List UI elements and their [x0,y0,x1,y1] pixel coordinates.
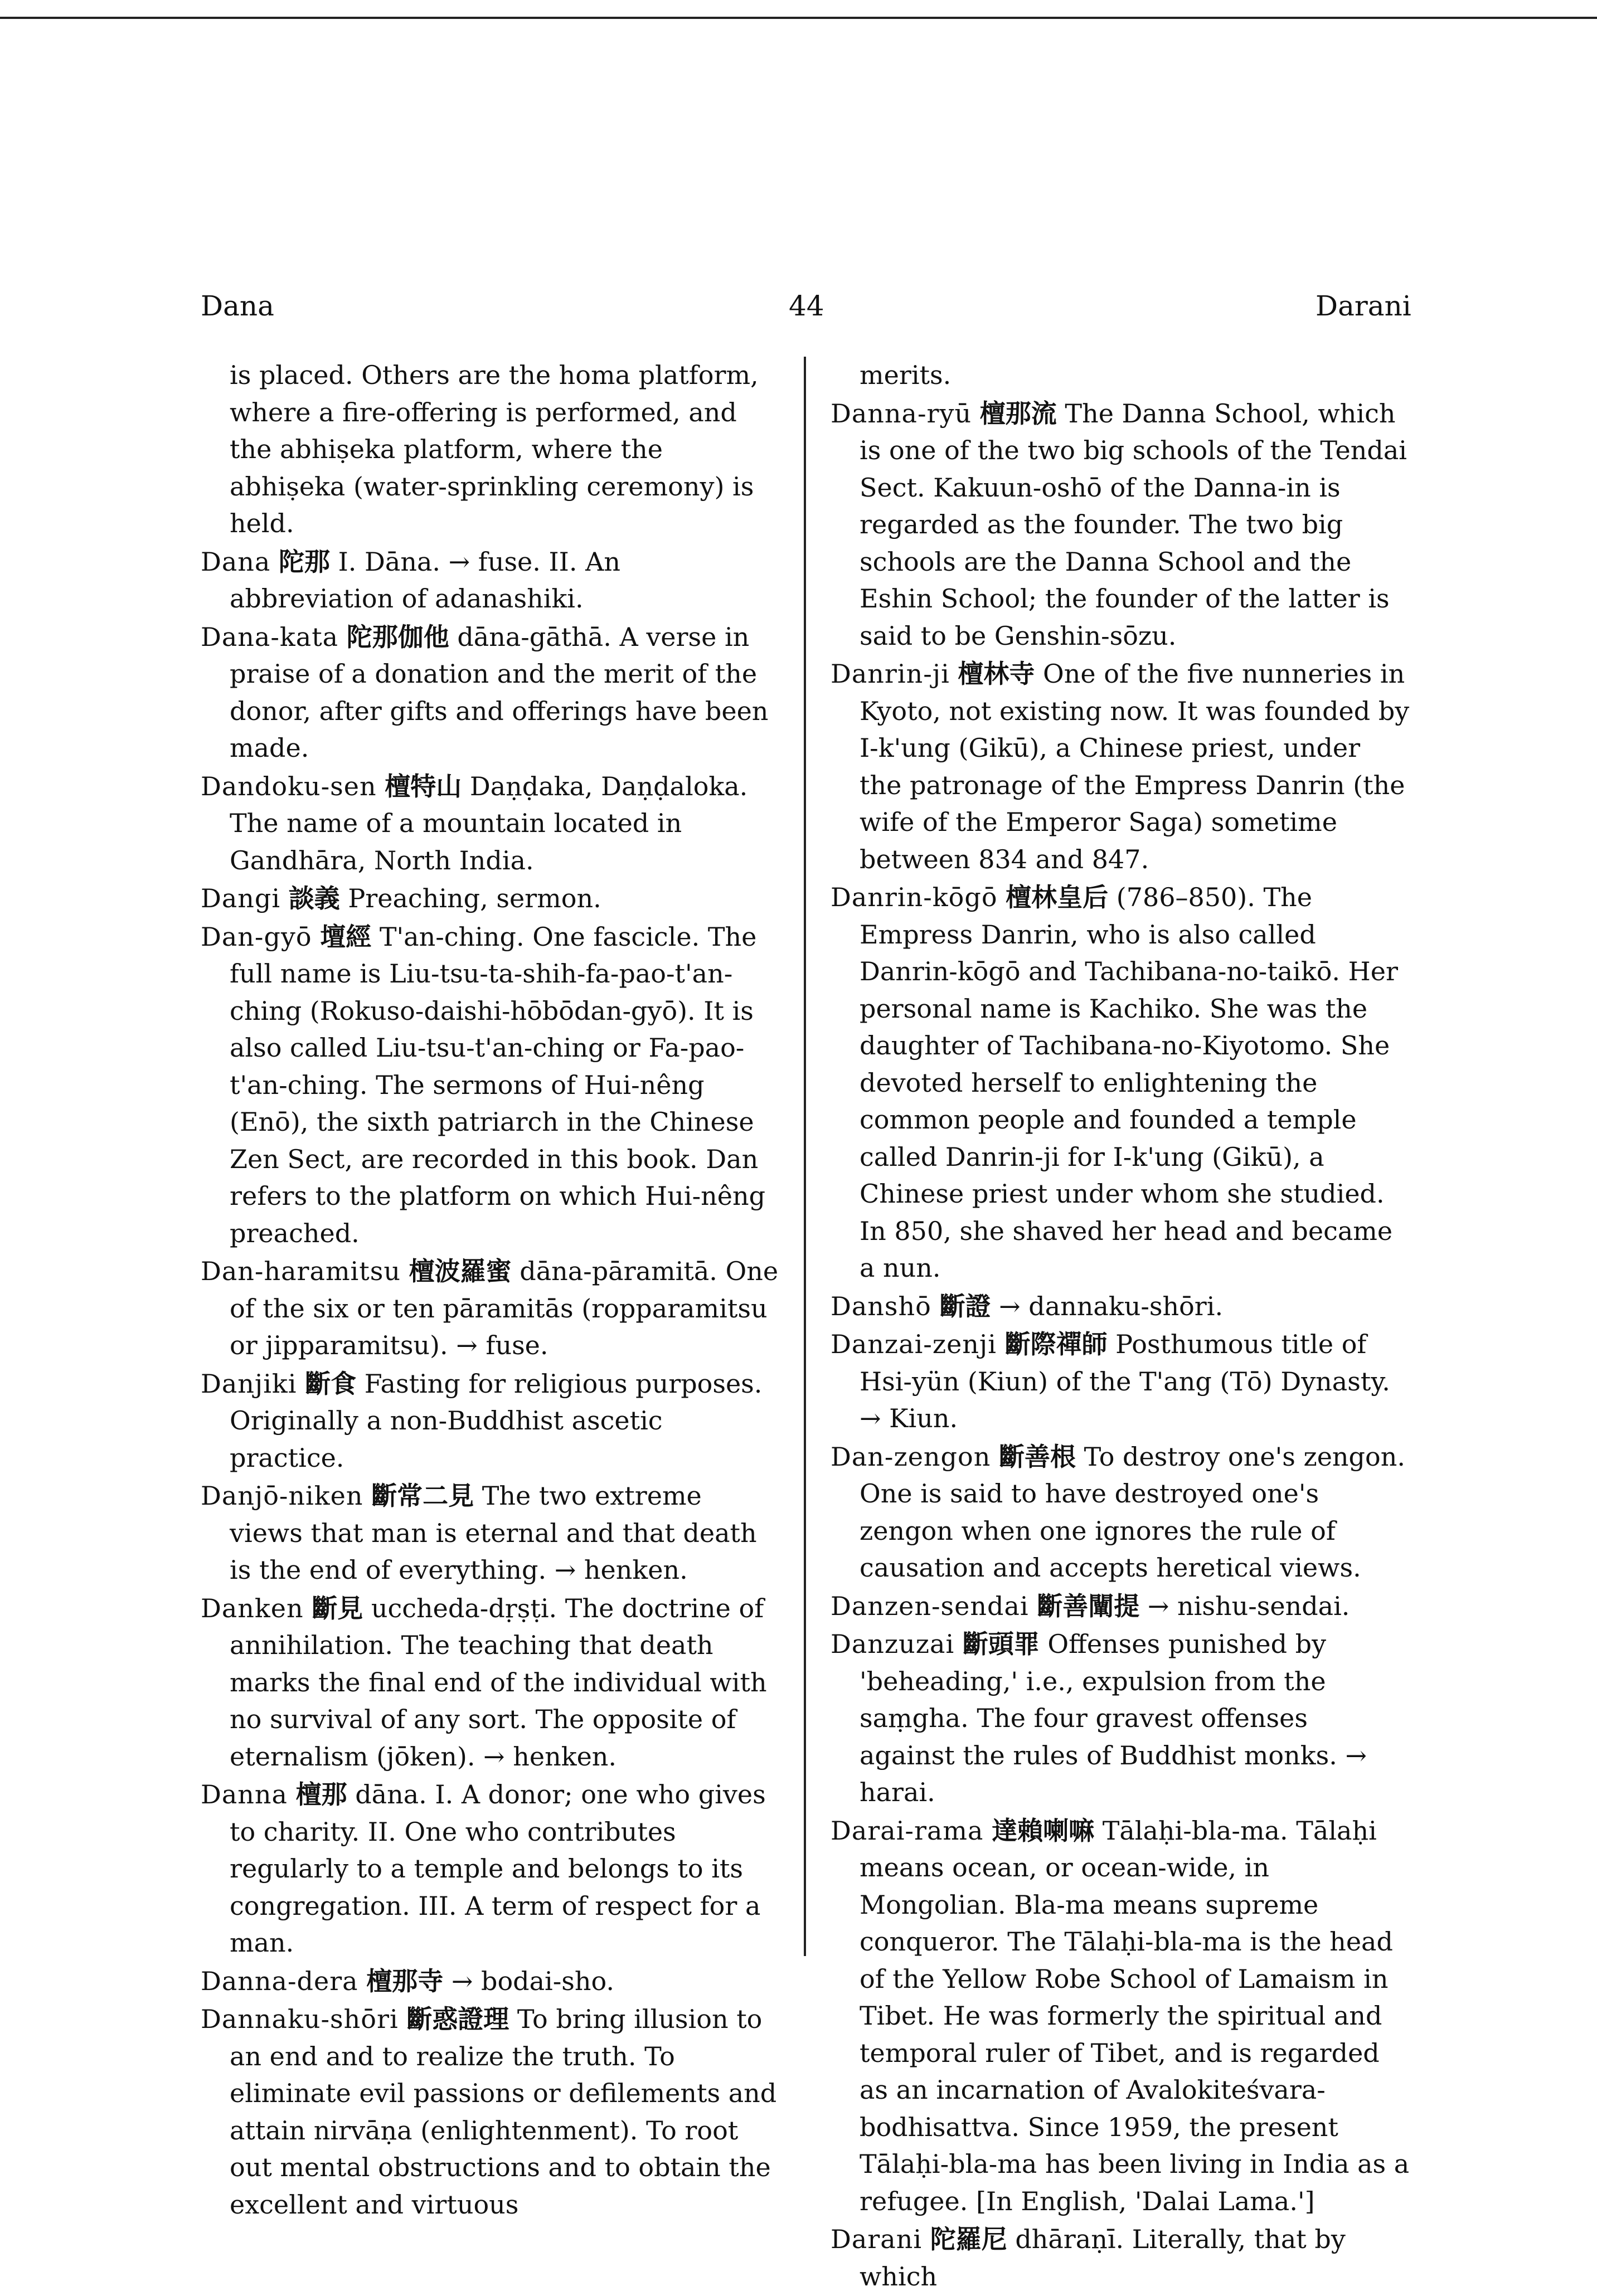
entry-kanji: 檀那 [295,1779,347,1809]
entry-headword: Darai-rama [831,1815,984,1846]
entry-headword: Dana [201,546,271,577]
entry-definition: → nishu-sendai. [1147,1590,1350,1621]
entry-definition: Fasting for religious purposes. Originally a non-Buddhist ascetic practice. [230,1368,763,1473]
entry-definition: (786–850). The Empress Danrin, who is also called Danrin-kōgō and Tachibana-no-taikō. Her personal name is Kachiko. She was the daughter of Tachibana-no-Kiyotomo. She devoted herself to enlightening the common people and founded a temple called Danrin-ji for I-k'ung (Gikū), a Chinese priest under whom she studied. In 850, she shaved her head and became a nun. [860,882,1398,1283]
entry-kanji: 談義 [288,883,340,913]
entry-definition: uccheda-dṛṣṭi. The doctrine of annihilation. The teaching that death marks the final end of the individual with no survival of any sort. The opposite of eternalism (jōken). → henken. [230,1593,767,1772]
entry-kanji: 檀林寺 [958,659,1035,689]
entry-kanji: 陀羅尼 [930,2224,1007,2254]
dictionary-entry [831,1288,1410,1325]
entry-definition: dhāraṇī. Literally, that by which [860,2224,1346,2292]
entry-headword: Danken [201,1593,304,1623]
entry-headword: Dandoku-sen [201,771,377,801]
dictionary-entry [201,918,780,1252]
top-rule [0,17,1597,19]
dictionary-entry [831,1812,1410,2220]
entry-kanji: 檀那流 [979,398,1057,429]
entry-headword: Danrin-ji [831,659,950,689]
dictionary-entry [831,1326,1410,1437]
entry-headword: Danrin-kōgō [831,882,998,912]
entry-definition: Daṇḍaka, Daṇḍaloka. The name of a mountain located in Gandhāra, North India. [230,771,748,875]
entry-kanji: 檀波羅蜜 [409,1256,512,1286]
entry-headword: Danna-ryū [831,398,972,429]
dictionary-entry [831,1626,1410,1811]
entry-continuation: merits. [860,360,952,390]
entry-kanji: 斷食 [305,1368,357,1399]
dictionary-entry [831,1588,1410,1625]
entry-definition: I. Dāna. → fuse. II. An abbreviation of adanashiki. [230,546,620,614]
entry-headword: Danzen-sendai [831,1590,1029,1621]
entry-headword: Danna-dera [201,1966,358,1996]
entry-kanji: 達賴喇嘛 [992,1815,1095,1846]
entry-definition: → bodai-sho. [451,1966,615,1996]
page-number: 44 [789,290,824,322]
entry-kanji: 斷常二見 [371,1481,474,1511]
entry-kanji: 檀那寺 [366,1966,444,1996]
dictionary-entry [201,1253,780,1364]
entry-definition: Tālaḥi-bla-ma. Tālaḥi means ocean, or ocean-wide, in Mongolian. Bla-ma means supreme conqueror. The Tālaḥi-bla-ma is the head of the Yellow Robe School of Lamaism in Tibet. He was formerly the spiritual and temporal ruler of Tibet, and is regarded as an incarnation of Avalokiteśvara-bodhisattva. Since 1959, the present Tālaḥi-bla-ma has been living in India as a refugee. [In English, 'Dalai Lama.'] [860,1815,1410,2216]
dictionary-entry [201,1590,780,1775]
entry-kanji: 斷善闡提 [1037,1590,1140,1621]
entry-definition: The Danna School, which is one of the two big schools of the Tendai Sect. Kakuun-oshō of the Danna-in is regarded as the founder. The two big schools are the Danna School and the Eshin School; the founder of the latter is said to be Genshin-sōzu. [860,398,1407,651]
entry-kanji: 陀那 [278,546,330,577]
entry-kanji: 斷善根 [998,1441,1076,1472]
left-column [201,357,780,2224]
dictionary-entry [201,1477,780,1589]
entry-headword: Dana-kata [201,621,339,652]
dictionary-entry [831,655,1410,878]
right-column [831,357,1410,2296]
left-guide-word: Dana [201,290,274,322]
entry-definition: dāna-pāramitā. One of the six or ten pāramitās (ropparamitsu or jipparamitsu). → fuse. [230,1256,779,1360]
entry-headword: Danzuzai [831,1629,955,1659]
entry-headword: Danjiki [201,1368,297,1399]
entry-kanji: 斷際禪師 [1004,1329,1108,1359]
entry-headword: Danna [201,1779,288,1809]
dictionary-entry [831,879,1410,1287]
dictionary-entry [201,768,780,879]
entry-headword: Dannaku-shōri [201,2004,399,2034]
entry-kanji: 斷頭罪 [962,1629,1040,1659]
entry-definition: Offenses punished by 'beheading,' i.e., expulsion from the saṃgha. The four gravest offenses against the rules of Buddhist monks. → harai. [860,1629,1367,1807]
entry-headword: Darani [831,2224,923,2254]
entry-kanji: 檀特山 [385,771,462,801]
dictionary-entry [201,1963,780,2000]
entry-headword: Danzai-zenji [831,1329,997,1359]
entry-definition: T'an-ching. One fascicle. The full name is Liu-tsu-ta-shih-fa-pao-t'an-ching (Rokuso-daishi-hōbōdan-gyō). It is also called Liu-tsu-t'an-ching or Fa-pao-t'an-ching. The sermons of Hui-nêng (Enō), the sixth patriarch in the Chinese Zen Sect, are recorded in this book. Dan refers to the platform on which Hui-nêng preached. [230,921,766,1248]
dictionary-entry [201,1776,780,1962]
dictionary-entry [201,619,780,767]
dictionary-entry [201,2001,780,2223]
entry-definition: → dannaku-shōri. [999,1291,1224,1321]
entry-headword: Dan-haramitsu [201,1256,401,1286]
entry-continuation: is placed. Others are the homa platform, where a fire-offering is performed, and the abhiṣeka platform, where the abhiṣeka (water-sprinkling ceremony) is held. [230,360,759,538]
entry-headword: Dan-gyō [201,921,312,952]
right-guide-word: Darani [1316,290,1411,322]
column-divider [804,357,806,1956]
dictionary-entry [201,543,780,617]
entry-kanji: 檀林皇后 [1006,882,1109,912]
entry-headword: Dan-zengon [831,1441,991,1472]
entry-kanji: 斷惑證理 [406,2004,509,2034]
entry-definition: To destroy one's zengon. One is said to have destroyed one's zengon when one ignores the rule of causation and accepts heretical views. [860,1441,1405,1583]
entry-definition: The two extreme views that man is eternal and that death is the end of everything. → henken. [230,1481,757,1585]
entry-kanji: 斷見 [312,1593,363,1623]
entry-definition: dāna. I. A donor; one who gives to charity. II. One who contributes regularly to a temple and belongs to its congregation. III. A term of respect for a man. [230,1779,766,1958]
entry-definition: dāna-gāthā. A verse in praise of a donation and the merit of the donor, after gifts and offerings have been made. [230,621,769,763]
dictionary-entry [831,2221,1410,2295]
entry-definition: Preaching, sermon. [348,883,601,913]
entry-definition: To bring illusion to an end and to realize the truth. To eliminate evil passions or defilements and attain nirvāṇa (enlightenment). To root out mental obstructions and to obtain the excellent and virtuous [230,2004,777,2220]
entry-kanji: 斷證 [939,1291,991,1321]
entry-headword: Dangi [201,883,281,913]
dictionary-entry [201,880,780,917]
dictionary-entry [831,1438,1410,1587]
entry-kanji: 壇經 [320,921,372,952]
dictionary-entry [201,1365,780,1477]
entry-headword: Danshō [831,1291,931,1321]
dictionary-entry [831,395,1410,655]
entry-definition: One of the five nunneries in Kyoto, not existing now. It was founded by I-k'ung (Gikū), a Chinese priest, under the patronage of the Empress Danrin (the wife of the Emperor Saga) sometime between 834 and 847. [860,659,1410,874]
entry-headword: Danjō-niken [201,1481,363,1511]
entry-kanji: 陀那伽他 [346,621,449,652]
entry-definition: Posthumous title of Hsi-yün (Kiun) of the T'ang (Tō) Dynasty. → Kiun. [860,1329,1390,1433]
